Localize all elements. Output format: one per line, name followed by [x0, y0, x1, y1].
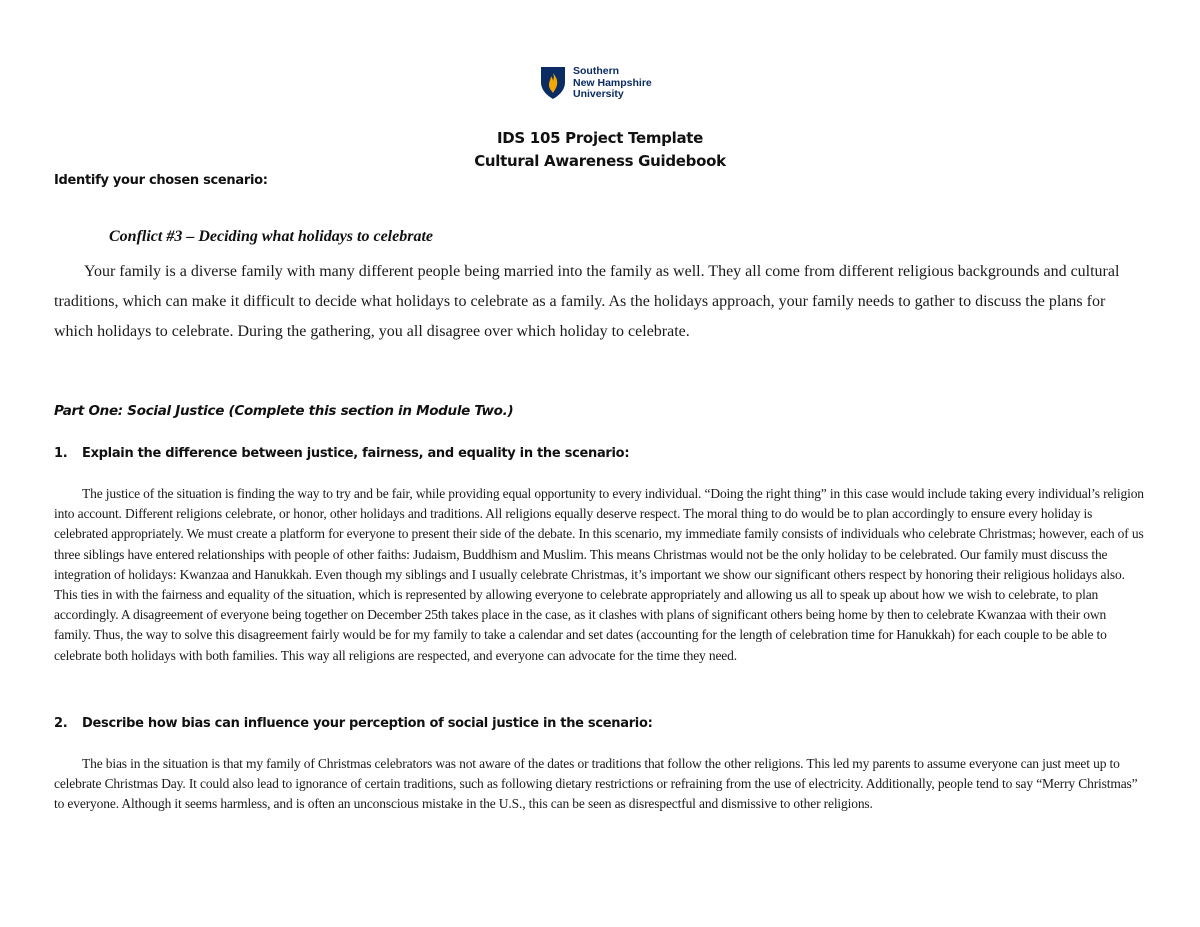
logo-text-line: University [573, 88, 624, 100]
university-logo [539, 66, 663, 101]
logo-text-line: Southern [573, 65, 620, 77]
answer-1: The justice of the situation is finding the way to try and be fair, while providing equal opportunity to every individual. “Doing the right thing” in this case would include taking every individual’s religion into account. Different religions celebrate, or honor, other holidays and traditions. All religions equally deserve respect. The moral thing to do would be to plan accordingly to ensure every holiday is celebrated appropriately. We must create a platform for everyone to present their side of the debate. In this scenario, my immediate family consists of individuals who celebrate Christmas; however, each of us three siblings have entered relationships with people of other faiths: Judaism, Buddhism and Muslim. This means Christmas would not be the only holiday to be celebrated. Our family must discuss the integration of holidays: Kwanzaa and Hanukkah. Even though my siblings and I usually celebrate Christmas, it’s important we show our significant others respect by honoring their religious holidays also. This ties in with the fairness and equality of the situation, which is represented by allowing everyone to celebrate appropriately and allowing us all to speak up about how we wish to celebrate, to plan accordingly. A disagreement of everyone being together on December 25th takes place in the case, as it clashes with plans of significant others being home by then to celebrate Kwanzaa with their own family. Thus, the way to solve this disagreement fairly would be for my family to take a calendar and set dates (accounting for the length of celebration time for Hanukkah) for each couple to be able to celebrate both holidays with both families. This way all religions are respected, and everyone can advocate for the time they need. [54, 486, 1144, 663]
logo-text-line: New Hampshire [573, 76, 652, 89]
document-title [0, 127, 1200, 173]
logo-wordmark [573, 66, 663, 101]
question-prompt: Explain the difference between justice, fairness, and equality in the scenario: [82, 446, 630, 461]
question-2 [54, 716, 653, 731]
scenario-label: Identify your chosen scenario: [54, 173, 268, 188]
scenario-description: Your family is a diverse family with many different people being married into the family as well. They all come from different religious backgrounds and cultural traditions, which can make it difficult to decide what holidays to celebrate as a family. As the holidays approach, your family needs to gather to discuss the plans for which holidays to celebrate. During the gathering, you all disagree over which holiday to celebrate. [54, 263, 1120, 340]
question-1 [54, 446, 629, 461]
conflict-title: Conflict #3 – Deciding what holidays to celebrate [109, 228, 433, 245]
snhu-shield-flame-icon [539, 66, 567, 100]
question-number: 2. [54, 716, 68, 731]
question-number: 1. [54, 446, 68, 461]
title-line-2: Cultural Awareness Guidebook [474, 152, 726, 170]
part-one-heading: Part One: Social Justice (Complete this section in Module Two.) [54, 403, 514, 419]
title-line-1: IDS 105 Project Template [496, 129, 704, 147]
question-prompt: Describe how bias can influence your perception of social justice in the scenario: [82, 716, 653, 731]
answer-2: The bias in the situation is that my family of Christmas celebrators was not aware of the dates or traditions that follow the other religions. This led my parents to assume everyone can just meet up to celebrate Christmas Day. It could also lead to ignorance of certain traditions, such as following dietary restrictions or refraining from the use of electricity. Additionally, people tend to say “Merry Christmas” to everyone. Although it seems harmless, and is often an unconscious mistake in the U.S., this can be seen as disrespectful and dismissive to other religions. [54, 756, 1138, 812]
